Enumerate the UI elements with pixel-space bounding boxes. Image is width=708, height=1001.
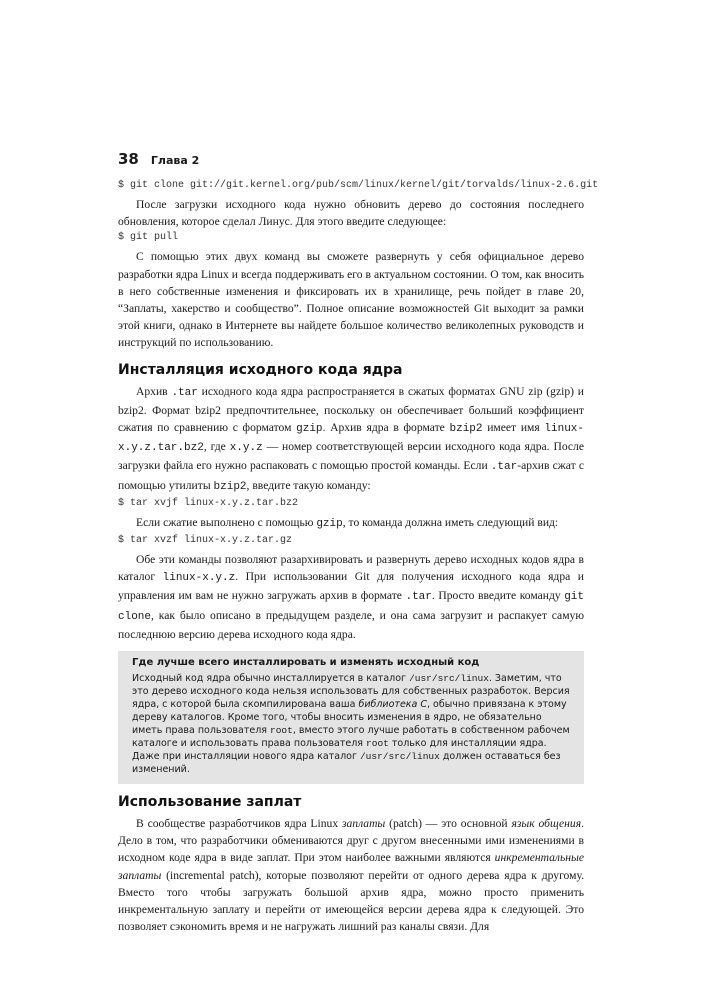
code-git-pull: $ git pull	[118, 232, 179, 244]
paragraph-git-overview: С помощью этих двух команд вы сможете развернуть у себя официальное дерево разработки ядра Linux и всегда поддерживать его в актуальном состоянии. О том, как вносить в него собственные изменения и фиксировать их в хранилище, речь пойдет в главе 20, “Заплаты, хакерство и сообщество”. Полное описание возможностей Git выходит за рамки этой книги, однако в Интернете вы найдете большое количество великолепных руководств и инструкций по использованию.	[118, 250, 584, 350]
page-number: 38	[118, 150, 139, 168]
section-heading-install: Инсталляция исходного кода ядра	[118, 361, 403, 378]
paragraph-gzip: Если сжатие выполнено с помощью gzip, то команда должна иметь следующий вид:	[136, 515, 559, 530]
paragraph-archive-formats: Архив .tar исходного кода ядра распространяется в сжатых форматах GNU zip (gzip) и bzip2. Формат bzip2 предпочтительнее, поскольку он обеспечивает больший коэффициент сжатия по сравнению с форматом gzip. Архив ядра в формате bzip2 имеет имя linux-x.y.z.tar.bz2, где x.y.z — номер соответствующей версии исходного кода ядра. После загрузки файла его нужно распаковать с помощью простой команды. Если .tar-архив сжат с помощью утилиты bzip2, введите такую команду:	[118, 384, 585, 493]
section-heading-patches: Использование заплат	[118, 794, 302, 811]
paragraph-update-tree: После загрузки исходного кода нужно обновить дерево до состояния последнего обновления, которое сделал Линус. Для этого введите следующее:	[118, 198, 584, 229]
book-page	[118, 150, 599, 935]
code-git-clone: $ git clone git://git.kernel.org/pub/scm/linux/kernel/git/torvalds/linux-2.6.git	[118, 180, 599, 191]
chapter-title: Глава 2	[150, 154, 200, 167]
paragraph-unpack: Обе эти команды позволяют разархивировать и развернуть дерево исходных кодов ядра в каталог linux-x.y.z. При использовании Git для получения исходного кода ядра и управления им вам не нужно загружать архив в формате .tar. Просто введите команду git clone, как было описано в предыдущем разделе, и она сама загрузит и распакует самую последнюю версию дерева исходного кода ядра.	[118, 553, 584, 641]
note-box	[118, 651, 584, 784]
running-header	[118, 150, 584, 168]
paragraph-patches: В сообществе разработчиков ядра Linux заплаты (patch) — это основной язык общения. Дело в том, что разработчики обмениваются друг с другом внесенными ими изменениями в исходном коде ядра в виде заплат. При этом наиболее важными являются инкрементальные заплаты (incremental patch), которые позволяют перейти от одного дерева ядра к другому. Вместо того чтобы загружать большой архив ядра, можно просто применить инкрементальную заплату и перейти от имеющейся версии дерева ядра к следующей. Это позволяет сэкономить время и не нагружать лишний раз каналы связи. Для	[118, 817, 585, 934]
note-text: Исходный код ядра обычно инсталлируется в каталог /usr/src/linux. Заметим, что это дерево исходного кода нельзя использовать для собственных разработок. Версия ядра, с которой была скомпилирована ваша библиотека С, обычно привязана к этому дереву каталогов. Кроме того, чтобы вносить изменения в ядро, не обязательно иметь права пользователя root, вместо этого лучше работать в собственном рабочем каталоге и использовать права пользователя root только для инсталляции ядра. Даже при инсталляции нового ядра каталог /usr/src/linux должен оставаться без изменений.	[132, 673, 570, 776]
note-title: Где лучше всего инсталлировать и изменять исходный код	[132, 657, 480, 669]
code-tar-bz2: $ tar xvjf linux-x.y.z.tar.bz2	[118, 497, 299, 509]
code-tar-gz: $ tar xvzf linux-x.y.z.tar.gz	[118, 535, 293, 547]
